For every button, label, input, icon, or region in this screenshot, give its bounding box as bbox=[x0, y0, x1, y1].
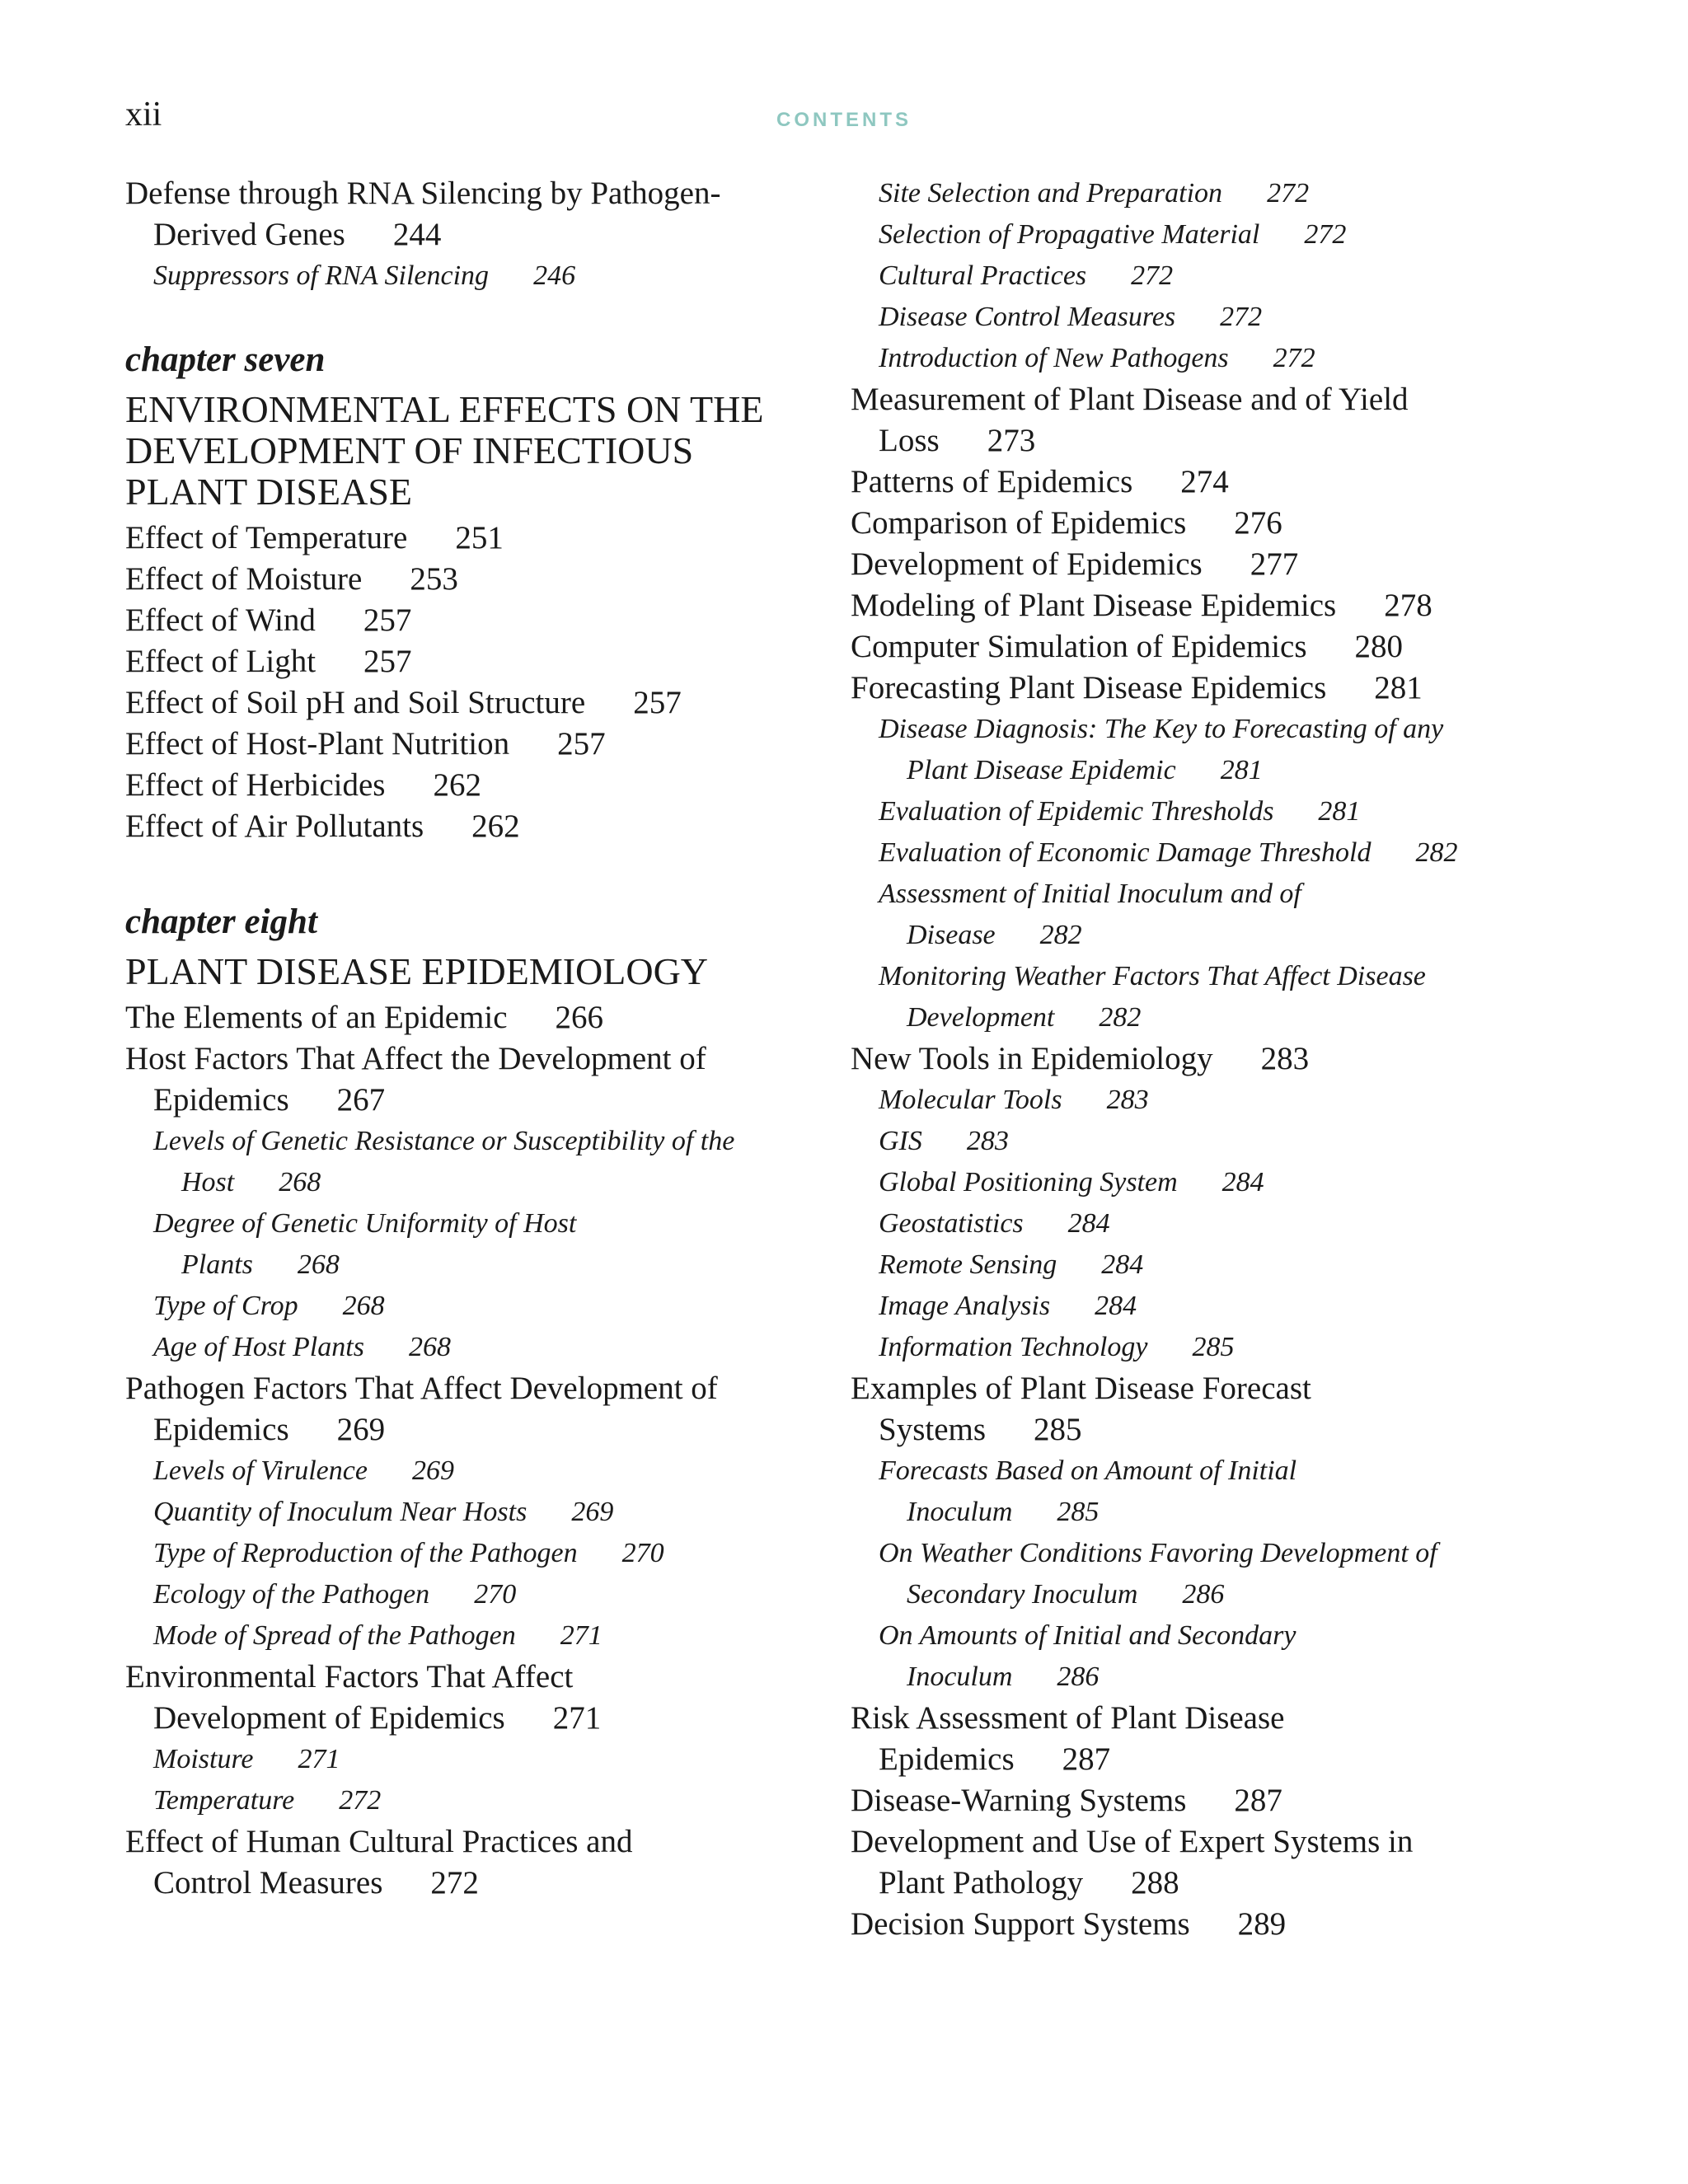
page-ref: 284 bbox=[1095, 1291, 1137, 1321]
page-ref: 257 bbox=[633, 685, 682, 720]
page-ref: 268 bbox=[408, 1332, 451, 1362]
page-ref: 289 bbox=[1237, 1906, 1287, 1942]
entry-title: Type of Crop bbox=[153, 1291, 298, 1321]
entry-title-continued: Epidemics bbox=[153, 1412, 289, 1447]
toc-subentry bbox=[851, 1327, 1592, 1368]
entry-title: Effect of Soil pH and Soil Structure bbox=[125, 685, 586, 720]
toc-subentry bbox=[851, 1615, 1592, 1698]
page-ref: 281 bbox=[1220, 755, 1263, 785]
entry-title: Examples of Plant Disease Forecast bbox=[851, 1371, 1311, 1406]
toc-entry bbox=[851, 1038, 1592, 1080]
page-ref: 286 bbox=[1182, 1579, 1225, 1610]
toc-entry bbox=[125, 1368, 834, 1451]
entry-title: On Amounts of Initial and Secondary bbox=[879, 1620, 1296, 1651]
toc-entry bbox=[851, 503, 1592, 544]
page-ref: 269 bbox=[571, 1497, 614, 1527]
page-ref: 276 bbox=[1234, 505, 1282, 541]
page-ref: 272 bbox=[1273, 343, 1315, 373]
page-ref: 282 bbox=[1099, 1002, 1142, 1033]
entry-title: On Weather Conditions Favoring Development of bbox=[879, 1538, 1437, 1568]
toc-entry bbox=[125, 724, 834, 765]
page-ref: 257 bbox=[363, 644, 412, 679]
entry-title: Ecology of the Pathogen bbox=[153, 1579, 430, 1610]
entry-title: Temperature bbox=[153, 1785, 295, 1816]
page-ref: 277 bbox=[1250, 546, 1299, 582]
entry-title: Effect of Wind bbox=[125, 602, 316, 638]
toc-subentry bbox=[125, 1451, 834, 1492]
toc-subentry bbox=[851, 1121, 1592, 1162]
entry-title: Pathogen Factors That Affect Development of bbox=[125, 1371, 718, 1406]
chapter-label: chapter seven bbox=[125, 340, 326, 379]
toc-entry bbox=[851, 379, 1592, 462]
page-ref: 283 bbox=[966, 1126, 1009, 1156]
page-ref: 268 bbox=[279, 1167, 321, 1197]
page-ref: 268 bbox=[342, 1291, 385, 1321]
entry-title: Assessment of Initial Inoculum and of bbox=[879, 879, 1301, 909]
toc-subentry bbox=[851, 1286, 1592, 1327]
toc-entry bbox=[125, 173, 834, 255]
page-ref: 281 bbox=[1374, 670, 1423, 705]
entry-title: Development and Use of Expert Systems in bbox=[851, 1824, 1414, 1859]
chapter-title-line: ENVIRONMENTAL EFFECTS ON THE bbox=[125, 388, 764, 430]
entry-title-continued: Control Measures bbox=[153, 1865, 383, 1900]
entry-title: Defense through RNA Silencing by Pathogen- bbox=[125, 176, 721, 211]
page-ref: 269 bbox=[336, 1412, 386, 1447]
entry-title: The Elements of an Epidemic bbox=[125, 1000, 508, 1035]
toc-entry bbox=[851, 668, 1592, 709]
entry-title: Type of Reproduction of the Pathogen bbox=[153, 1538, 578, 1568]
entry-title: Forecasts Based on Amount of Initial bbox=[879, 1455, 1297, 1486]
toc-entry bbox=[851, 585, 1592, 626]
entry-title: Information Technology bbox=[879, 1332, 1148, 1362]
toc-entry bbox=[851, 1821, 1592, 1904]
entry-title: Degree of Genetic Uniformity of Host bbox=[153, 1208, 577, 1239]
toc-intro-list bbox=[125, 173, 834, 297]
toc-subentry bbox=[125, 1121, 834, 1203]
entry-title: Global Positioning System bbox=[879, 1167, 1178, 1197]
chapter-title bbox=[125, 951, 834, 992]
page-ref: 270 bbox=[621, 1538, 664, 1568]
toc-entry bbox=[125, 765, 834, 806]
entry-title-continued: Plant Disease Epidemic bbox=[907, 755, 1176, 785]
page-ref: 283 bbox=[1260, 1041, 1310, 1076]
chapter-title-line: DEVELOPMENT OF INFECTIOUS bbox=[125, 429, 694, 471]
page-ref: 278 bbox=[1384, 588, 1432, 623]
toc-subentry bbox=[851, 1162, 1592, 1203]
toc-subentry bbox=[125, 1533, 834, 1574]
entry-title: Disease-Warning Systems bbox=[851, 1783, 1187, 1818]
toc-subentry bbox=[851, 956, 1592, 1038]
page-ref: 285 bbox=[1192, 1332, 1235, 1362]
page-ref: 288 bbox=[1131, 1865, 1179, 1900]
entry-title: Comparison of Epidemics bbox=[851, 505, 1187, 541]
entry-title-continued: Loss bbox=[879, 423, 940, 458]
entry-title: Computer Simulation of Epidemics bbox=[851, 629, 1307, 664]
entry-title: Moisture bbox=[153, 1744, 254, 1774]
entry-title: Effect of Light bbox=[125, 644, 316, 679]
toc-entry bbox=[125, 682, 834, 724]
entry-title-continued: Systems bbox=[879, 1412, 987, 1447]
entry-title: Molecular Tools bbox=[879, 1085, 1062, 1115]
toc-entry bbox=[125, 1821, 834, 1904]
entry-title: Effect of Human Cultural Practices and bbox=[125, 1824, 633, 1859]
toc-subentry bbox=[125, 255, 834, 297]
entry-title-continued: Plant Pathology bbox=[879, 1865, 1084, 1900]
toc-subentry bbox=[851, 255, 1592, 297]
toc-subentry bbox=[851, 1203, 1592, 1244]
entry-title: Effect of Air Pollutants bbox=[125, 808, 424, 844]
entry-title-continued: Disease bbox=[907, 920, 996, 950]
toc-entry bbox=[851, 544, 1592, 585]
entry-title-continued: Epidemics bbox=[879, 1741, 1015, 1777]
page-ref: 272 bbox=[1131, 260, 1174, 291]
toc-subentry bbox=[125, 1615, 834, 1657]
page-ref: 284 bbox=[1221, 1167, 1264, 1197]
toc-entry bbox=[125, 559, 834, 600]
toc-subentry bbox=[851, 874, 1592, 956]
page-number: xii bbox=[125, 96, 162, 134]
page-ref: 273 bbox=[987, 423, 1036, 458]
page-ref: 272 bbox=[430, 1865, 479, 1900]
chapter-entries bbox=[125, 997, 834, 1904]
page-ref: 287 bbox=[1062, 1741, 1111, 1777]
entry-title: Levels of Virulence bbox=[153, 1455, 368, 1486]
page-ref: 284 bbox=[1067, 1208, 1110, 1239]
toc-subentry bbox=[125, 1286, 834, 1327]
entry-title: Suppressors of RNA Silencing bbox=[153, 260, 490, 291]
entry-title-continued: Secondary Inoculum bbox=[907, 1579, 1138, 1610]
toc-entry bbox=[851, 626, 1592, 668]
entry-title: Effect of Herbicides bbox=[125, 767, 386, 803]
entry-title-continued: Derived Genes bbox=[153, 217, 345, 252]
entry-title: Host Factors That Affect the Development of bbox=[125, 1041, 706, 1076]
toc-entry bbox=[125, 806, 834, 847]
toc-subentry bbox=[125, 1780, 834, 1821]
toc-subentry bbox=[851, 214, 1592, 255]
toc-subentry bbox=[851, 709, 1592, 791]
running-head: CONTENTS bbox=[776, 109, 912, 131]
entry-title: Selection of Propagative Material bbox=[879, 219, 1260, 250]
entry-title-continued: Epidemics bbox=[153, 1082, 289, 1118]
page-ref: 246 bbox=[533, 260, 576, 291]
chapter-label: chapter eight bbox=[125, 902, 317, 941]
entry-title-continued: Development bbox=[907, 1002, 1055, 1033]
page-ref: 268 bbox=[297, 1249, 340, 1280]
page-ref: 286 bbox=[1057, 1661, 1100, 1692]
toc-entry bbox=[125, 641, 834, 682]
page-ref: 257 bbox=[557, 726, 606, 762]
entry-title-continued: Plants bbox=[181, 1249, 253, 1280]
toc-entry bbox=[851, 462, 1592, 503]
entry-title: Forecasting Plant Disease Epidemics bbox=[851, 670, 1327, 705]
chapter-title bbox=[125, 389, 834, 513]
entry-title: Site Selection and Preparation bbox=[879, 178, 1223, 209]
entry-title: Modeling of Plant Disease Epidemics bbox=[851, 588, 1337, 623]
toc-entry bbox=[851, 1368, 1592, 1451]
toc-subentry bbox=[125, 1574, 834, 1615]
entry-title: Remote Sensing bbox=[879, 1249, 1057, 1280]
entry-title: Geostatistics bbox=[879, 1208, 1024, 1239]
page-ref: 272 bbox=[1267, 178, 1310, 209]
page-ref: 282 bbox=[1415, 837, 1458, 868]
toc-subentry bbox=[851, 173, 1592, 214]
page-ref: 285 bbox=[1034, 1412, 1082, 1447]
page-ref: 272 bbox=[339, 1785, 382, 1816]
entry-title: Disease Control Measures bbox=[879, 302, 1176, 332]
page-ref: 280 bbox=[1354, 629, 1404, 664]
toc-entry bbox=[125, 600, 834, 641]
entry-title-continued: Inoculum bbox=[907, 1497, 1013, 1527]
toc-subentry bbox=[851, 1080, 1592, 1121]
chapter-entries bbox=[125, 518, 834, 847]
entry-title: Mode of Spread of the Pathogen bbox=[153, 1620, 516, 1651]
entry-title: Effect of Moisture bbox=[125, 561, 363, 597]
toc-subentry bbox=[125, 1327, 834, 1368]
toc-subentry bbox=[851, 1451, 1592, 1533]
page-ref: 266 bbox=[555, 1000, 604, 1035]
entry-title: Measurement of Plant Disease and of Yield bbox=[851, 382, 1409, 417]
page-ref: 271 bbox=[298, 1744, 340, 1774]
entry-title: Disease Diagnosis: The Key to Forecasting of any bbox=[879, 714, 1444, 744]
toc-subentry bbox=[851, 338, 1592, 379]
entry-title: Decision Support Systems bbox=[851, 1906, 1190, 1942]
toc-entry bbox=[851, 1780, 1592, 1821]
toc-subentry bbox=[125, 1492, 834, 1533]
chapter-title-line: PLANT DISEASE EPIDEMIOLOGY bbox=[125, 950, 709, 992]
page-ref: 283 bbox=[1106, 1085, 1149, 1115]
toc-right-column bbox=[851, 173, 1592, 1945]
page-ref: 287 bbox=[1234, 1783, 1282, 1818]
toc-entry bbox=[125, 1657, 834, 1739]
entry-title: Age of Host Plants bbox=[153, 1332, 364, 1362]
page-ref: 251 bbox=[455, 520, 504, 555]
toc-entry bbox=[851, 1904, 1592, 1945]
page-ref: 257 bbox=[363, 602, 412, 638]
entry-title: Image Analysis bbox=[879, 1291, 1051, 1321]
page-ref: 281 bbox=[1318, 796, 1361, 827]
toc-subentry bbox=[851, 1533, 1592, 1615]
entry-title: Monitoring Weather Factors That Affect Disease bbox=[879, 961, 1426, 991]
entry-title: Patterns of Epidemics bbox=[851, 464, 1133, 499]
toc-subentry bbox=[851, 832, 1592, 874]
entry-title: New Tools in Epidemiology bbox=[851, 1041, 1213, 1076]
page-ref: 262 bbox=[433, 767, 481, 803]
page-ref: 271 bbox=[560, 1620, 603, 1651]
page-ref: 270 bbox=[474, 1579, 517, 1610]
entry-title-continued: Inoculum bbox=[907, 1661, 1013, 1692]
entry-title: Effect of Host-Plant Nutrition bbox=[125, 726, 510, 762]
entry-title: Levels of Genetic Resistance or Susceptibility of the bbox=[153, 1126, 735, 1156]
entry-title: Cultural Practices bbox=[879, 260, 1087, 291]
page-ref: 272 bbox=[1304, 219, 1347, 250]
page-ref: 269 bbox=[411, 1455, 454, 1486]
entry-title: Development of Epidemics bbox=[851, 546, 1203, 582]
toc-subentry bbox=[851, 791, 1592, 832]
toc-entry bbox=[125, 997, 834, 1038]
page-ref: 262 bbox=[471, 808, 520, 844]
page-ref: 253 bbox=[410, 561, 458, 597]
chapter-entries bbox=[851, 173, 1592, 1945]
page-ref: 282 bbox=[1039, 920, 1082, 950]
toc-left-column bbox=[125, 173, 834, 1904]
page-ref: 285 bbox=[1057, 1497, 1100, 1527]
toc-subentry bbox=[851, 297, 1592, 338]
toc-subentry bbox=[125, 1739, 834, 1780]
toc-entry bbox=[125, 518, 834, 559]
entry-title: Effect of Temperature bbox=[125, 520, 408, 555]
page-ref: 267 bbox=[336, 1082, 386, 1118]
page-ref: 284 bbox=[1101, 1249, 1144, 1280]
chapter-title-line: PLANT DISEASE bbox=[125, 471, 413, 513]
entry-title: Risk Assessment of Plant Disease bbox=[851, 1700, 1285, 1736]
page-ref: 271 bbox=[552, 1700, 602, 1736]
page-ref: 272 bbox=[1220, 302, 1263, 332]
toc-entry bbox=[851, 1698, 1592, 1780]
entry-title-continued: Development of Epidemics bbox=[153, 1700, 505, 1736]
toc-entry bbox=[125, 1038, 834, 1121]
entry-title: Environmental Factors That Affect bbox=[125, 1659, 574, 1694]
toc-subentry bbox=[125, 1203, 834, 1286]
entry-title: Introduction of New Pathogens bbox=[879, 343, 1229, 373]
entry-title-continued: Host bbox=[181, 1167, 235, 1197]
entry-title: Quantity of Inoculum Near Hosts bbox=[153, 1497, 528, 1527]
entry-title: Evaluation of Economic Damage Threshold bbox=[879, 837, 1372, 868]
entry-title: GIS bbox=[879, 1126, 922, 1156]
page-ref: 244 bbox=[392, 217, 442, 252]
page-ref: 274 bbox=[1180, 464, 1229, 499]
toc-subentry bbox=[851, 1244, 1592, 1286]
entry-title: Evaluation of Epidemic Thresholds bbox=[879, 796, 1274, 827]
